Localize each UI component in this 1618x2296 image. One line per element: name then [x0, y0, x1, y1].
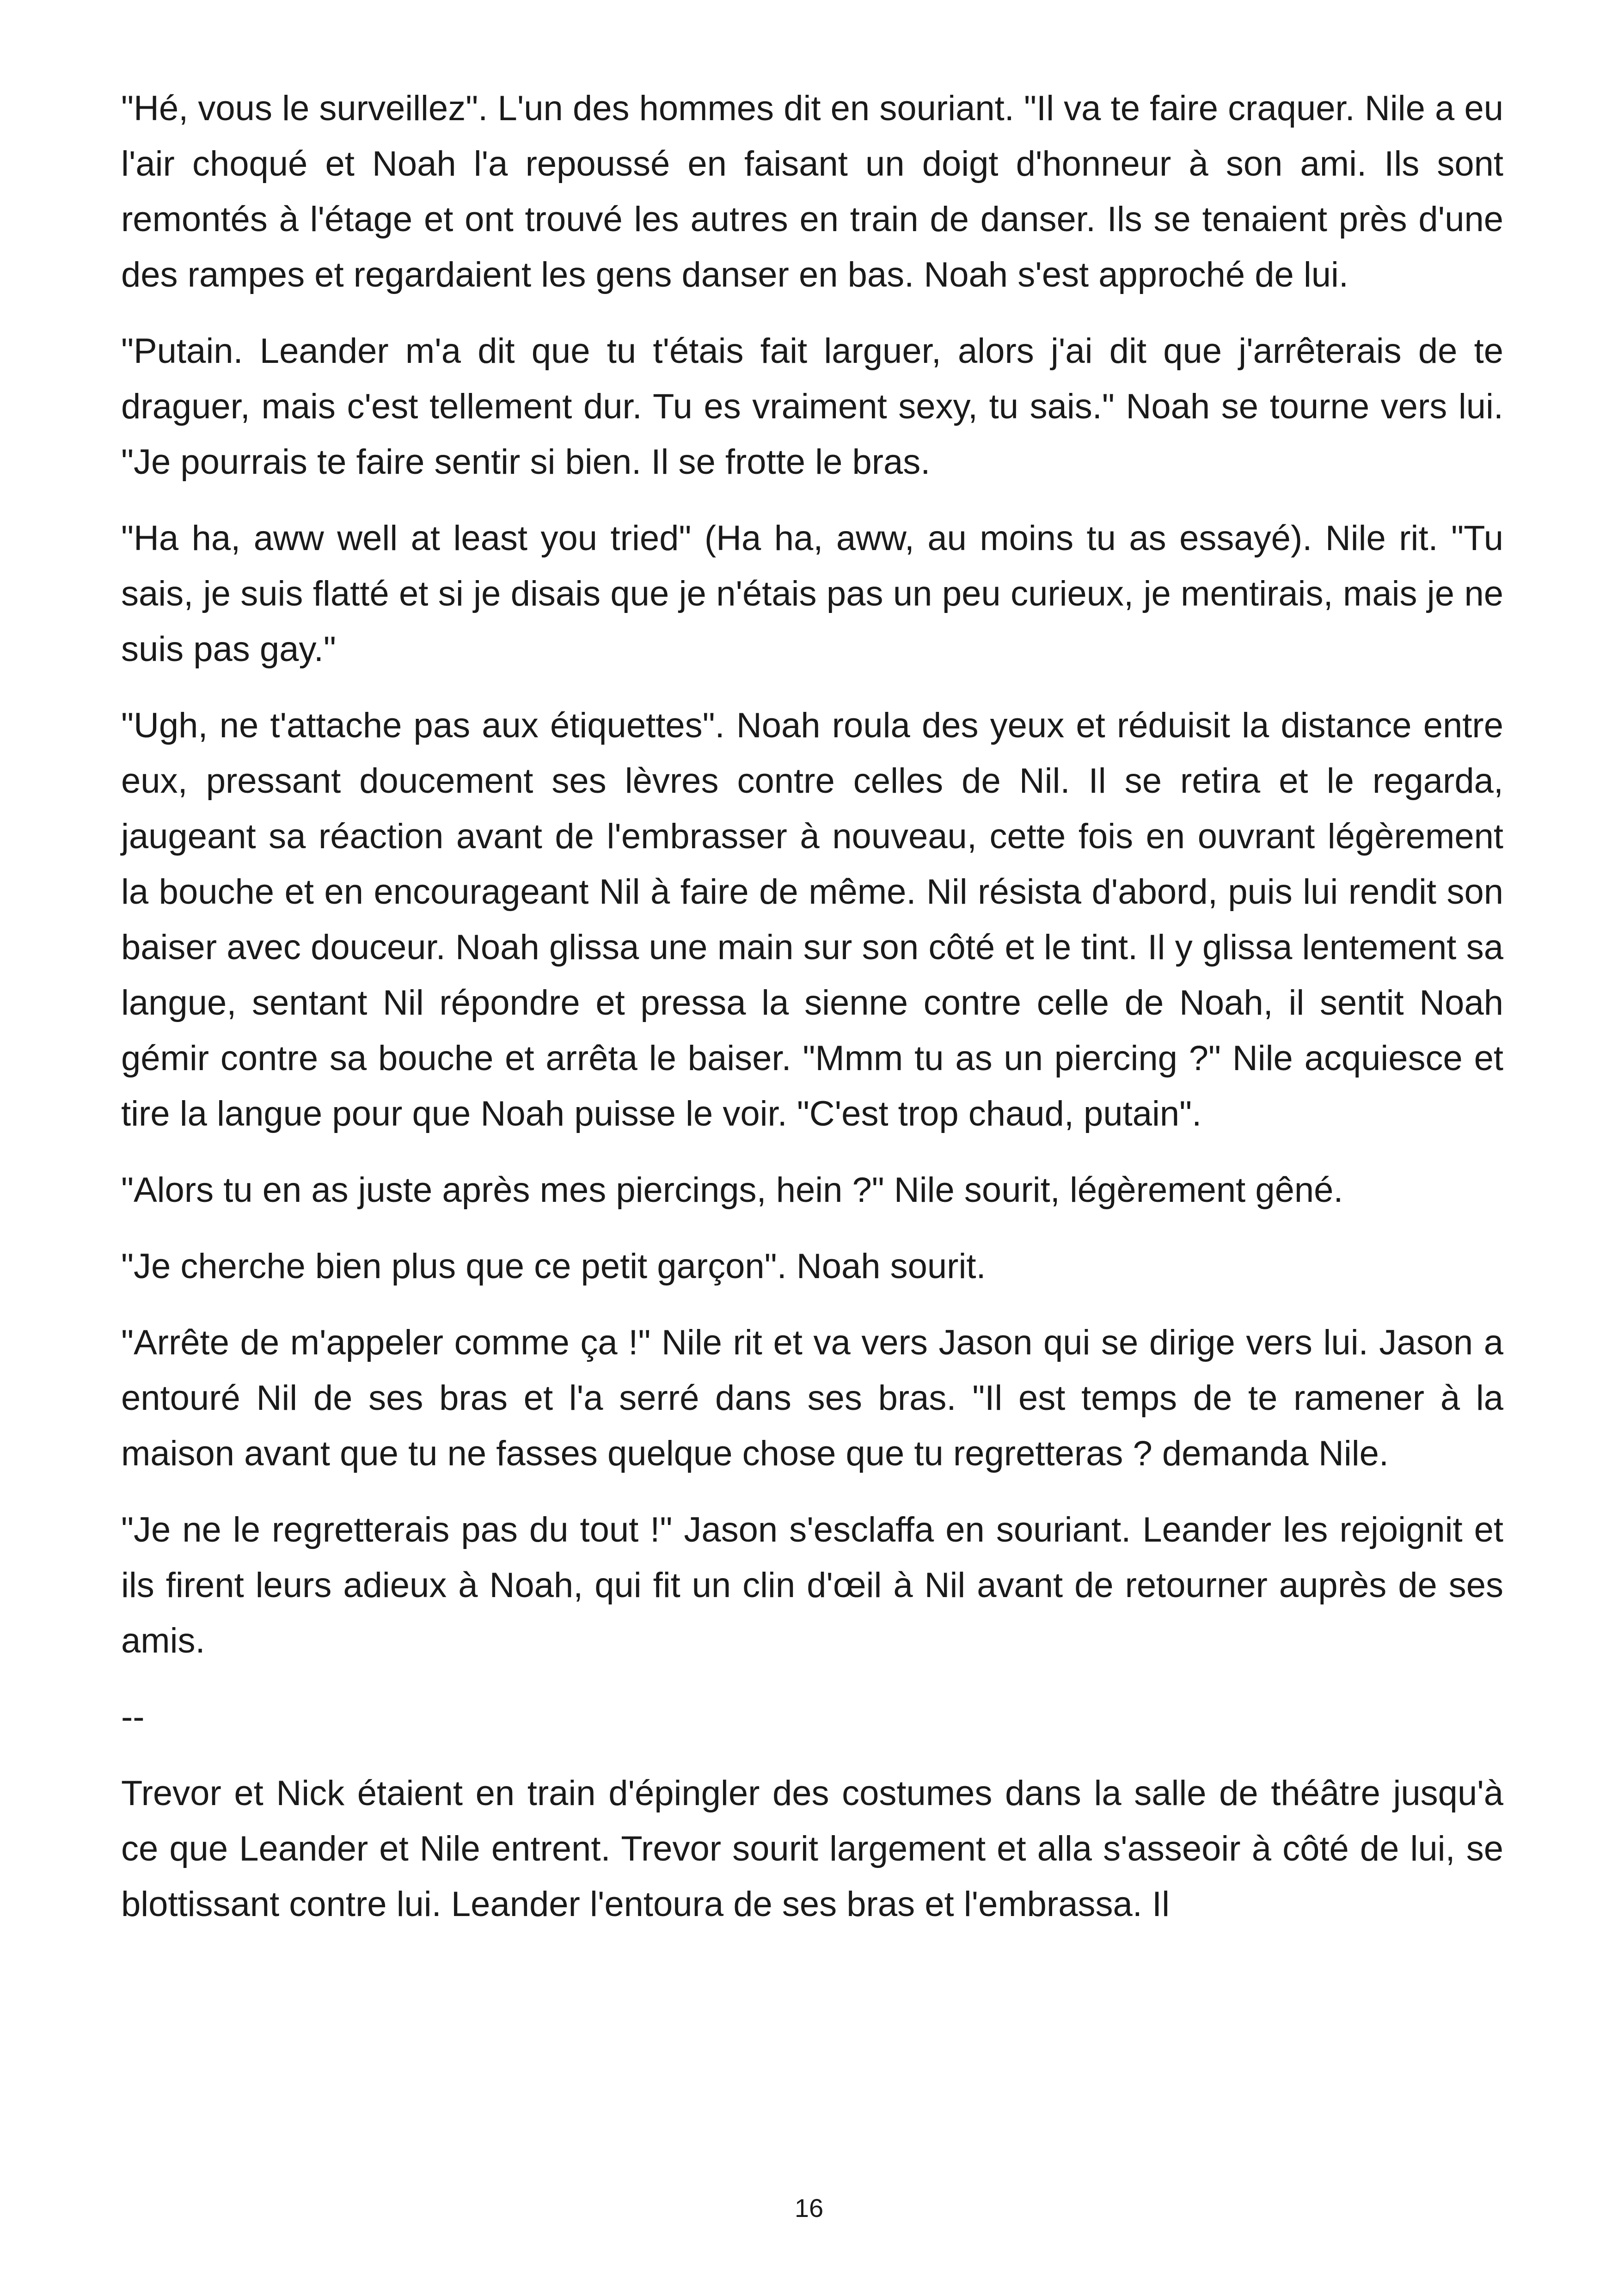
- paragraph-3: "Ha ha, aww well at least you tried" (Ha ha, aww, au moins tu as essayé). Nile rit. "Tu sais, je suis flatté et si je disais que je n'étais pas un peu curieux, je mentirais, mais je ne suis pas gay.": [121, 519, 1503, 669]
- paragraph-closing: Trevor et Nick étaient en train d'épingler des costumes dans la salle de théâtre jusqu'à ce que Leander et Nile entrent. Trevor sourit largement et alla s'asseoir à côté de lui, se blottissant contre lui. Leander l'entoura de ses bras et l'embrassa. Il: [121, 1774, 1503, 1924]
- scene-separator: --: [121, 1697, 145, 1737]
- page-number: 16: [794, 2193, 824, 2223]
- paragraph-8: "Je ne le regretterais pas du tout !" Jason s'esclaffa en souriant. Leander les rejoignit et ils firent leurs adieux à Noah, qui fit un clin d'œil à Nil avant de retourner auprès de ses amis.: [121, 1510, 1503, 1660]
- paragraph-2: "Putain. Leander m'a dit que tu t'étais fait larguer, alors j'ai dit que j'arrêterais de te draguer, mais c'est tellement dur. Tu es vraiment sexy, tu sais." Noah se tourne vers lui. "Je pourrais te faire sentir si bien. Il se frotte le bras.: [121, 331, 1503, 482]
- paragraph-6: "Je cherche bien plus que ce petit garçon". Noah sourit.: [121, 1247, 986, 1286]
- text-column: [121, 81, 1503, 1953]
- paragraph-7: "Arrête de m'appeler comme ça !" Nile rit et va vers Jason qui se dirige vers lui. Jason a entouré Nil de ses bras et l'a serré dans ses bras. "Il est temps de te ramener à la maison avant que tu ne fasses quelque chose que tu regretteras ? demanda Nile.: [121, 1323, 1503, 1473]
- paragraph-1: "Hé, vous le surveillez". L'un des hommes dit en souriant. "Il va te faire craquer. Nile a eu l'air choqué et Noah l'a repoussé en faisant un doigt d'honneur à son ami. Ils sont remontés à l'étage et ont trouvé les autres en train de danser. Ils se tenaient près d'une des rampes et regardaient les gens danser en bas. Noah s'est approché de lui.: [121, 89, 1503, 294]
- paragraph-5: "Alors tu en as juste après mes piercings, hein ?" Nile sourit, légèrement gêné.: [121, 1170, 1343, 1210]
- paragraph-4: "Ugh, ne t'attache pas aux étiquettes". Noah roula des yeux et réduisit la distance entre eux, pressant doucement ses lèvres contre celles de Nil. Il se retira et le regarda, jaugeant sa réaction avant de l'embrasser à nouveau, cette fois en ouvrant légèrement la bouche et en encourageant Nil à faire de même. Nil résista d'abord, puis lui rendit son baiser avec douceur. Noah glissa une main sur son côté et le tint. Il y glissa lentement sa langue, sentant Nil répondre et pressa la sienne contre celle de Noah, il sentit Noah gémir contre sa bouche et arrêta le baiser. "Mmm tu as un piercing ?" Nile acquiesce et tire la langue pour que Noah puisse le voir. "C'est trop chaud, putain".: [121, 706, 1503, 1133]
